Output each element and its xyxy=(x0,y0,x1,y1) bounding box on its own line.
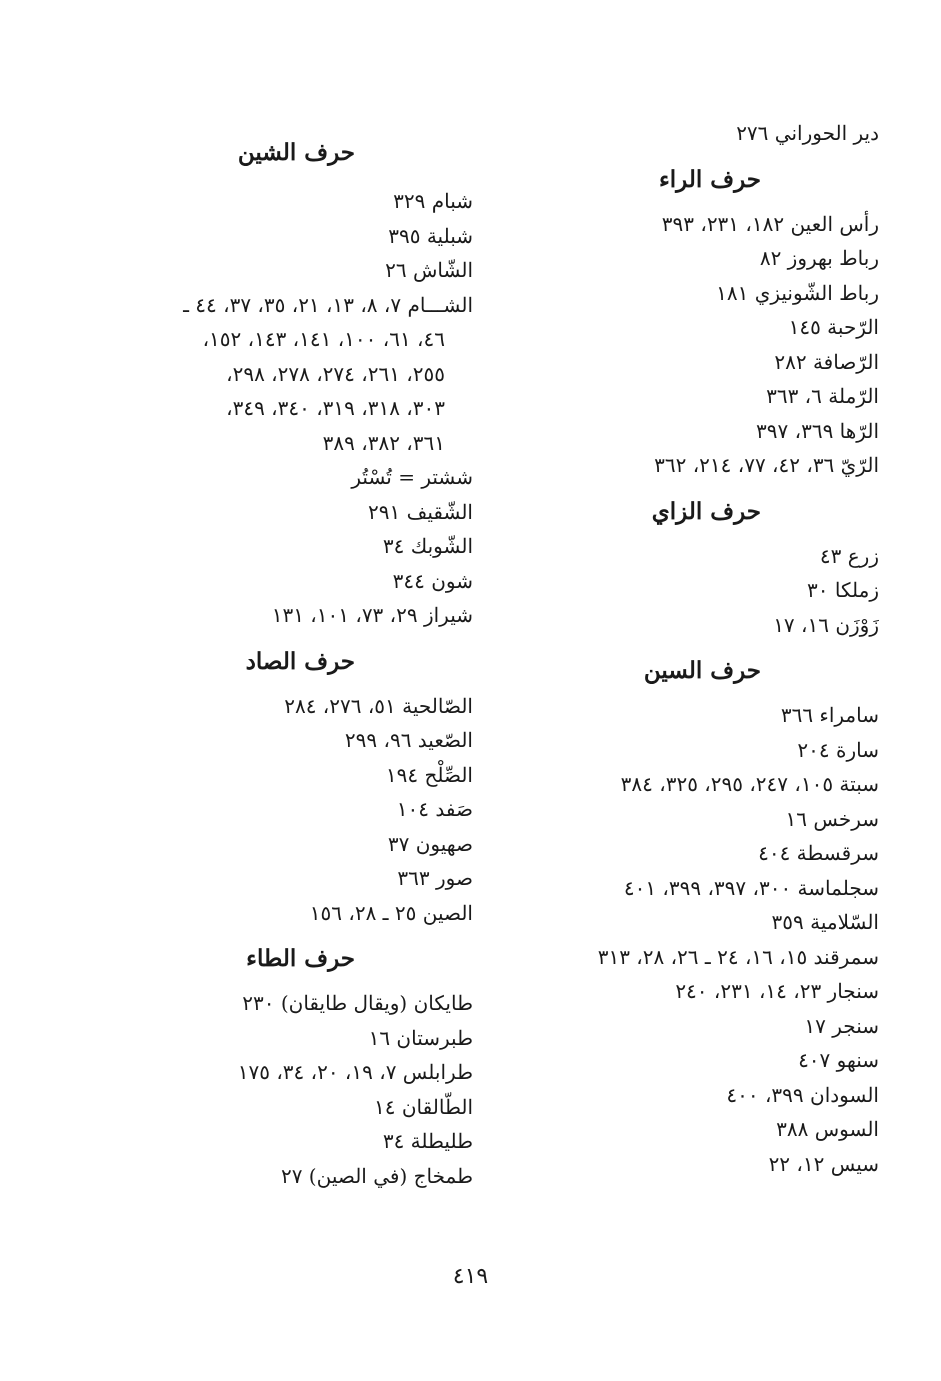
index-entry: ششتر = تُسْتُر xyxy=(351,465,473,489)
index-entry: الشـــام ٧، ٨، ١٣، ٢١، ٣٥، ٣٧، ٤٤ ـ xyxy=(183,292,473,317)
index-entry: دير الحوراني ٢٧٦ xyxy=(736,121,879,145)
index-entry: الرّها ٣٦٩، ٣٩٧ xyxy=(756,418,879,443)
index-entry: الرّملة ٦، ٣٦٣ xyxy=(766,384,879,408)
page-number: ٤١٩ xyxy=(452,1264,489,1289)
index-entry: سارة ٢٠٤ xyxy=(797,737,879,762)
index-entry: الصّعيد ٩٦، ٢٩٩ xyxy=(344,728,473,752)
index-entry: طبرستان ١٦ xyxy=(368,1025,473,1050)
index-entry: سجلماسة ٣٠٠، ٣٩٧، ٣٩٩، ٤٠١ xyxy=(623,875,879,900)
index-entry: الشّاش ٢٦ xyxy=(385,258,473,282)
index-entry: سامراء ٣٦٦ xyxy=(780,703,879,727)
index-entry: الصين ٢٥ ـ ٢٨، ١٥٦ xyxy=(309,900,473,925)
index-entry: رأس العين ١٨٢، ٢٣١، ٣٩٣ xyxy=(661,211,879,236)
index-entry: شون ٣٤٤ xyxy=(392,568,473,593)
index-entry: الرّحبة ١٤٥ xyxy=(788,315,879,339)
index-entry: سرقسطة ٤٠٤ xyxy=(758,841,879,865)
section-heading: حرف السين xyxy=(643,657,761,684)
index-entry: سبتة ١٠٥، ٢٤٧، ٢٩٥، ٣٢٥، ٣٨٤ xyxy=(620,772,879,796)
section-heading: حرف الطاء xyxy=(246,945,355,972)
index-entry: طايكان (ويقال طايقان) ٢٣٠ xyxy=(242,991,473,1015)
index-entry: طمخاج (في الصين) ٢٧ xyxy=(280,1163,473,1188)
index-column-left xyxy=(53,116,473,1193)
section-heading: حرف الصاد xyxy=(245,647,355,675)
section-heading: حرف الزاي xyxy=(651,497,761,525)
index-entry: شبام ٣٢٩ xyxy=(393,189,473,213)
index-entry-continuation: ٢٥٥، ٢٦١، ٢٧٤، ٢٧٨، ٢٩٨، xyxy=(226,361,445,386)
index-entry: سنجر ١٧ xyxy=(804,1013,879,1038)
index-entry: زَوْزَن ١٦، ١٧ xyxy=(773,612,879,637)
index-entry: صَفد ١٠٤ xyxy=(396,797,473,821)
index-entry: السوس ٣٨٨ xyxy=(776,1117,879,1141)
index-entry-continuation: ٤٦، ٦١، ١٠٠، ١٤١، ١٤٣، ١٥٢، xyxy=(202,327,445,351)
index-entry: صور ٣٦٣ xyxy=(397,866,473,890)
section-heading: حرف الشين xyxy=(237,139,355,166)
index-entry: الصّالحية ٥١، ٢٧٦، ٢٨٤ xyxy=(284,693,473,718)
index-entry: الصِّلْح ١٩٤ xyxy=(385,762,473,787)
index-entry: سمرقند ١٥، ١٦، ٢٤ ـ ٢٦، ٢٨، ٣١٣ xyxy=(597,944,879,969)
index-entry-continuation: ٣٠٣، ٣١٨، ٣١٩، ٣٤٠، ٣٤٩، xyxy=(226,396,445,420)
section-heading: حرف الراء xyxy=(658,165,761,193)
index-entry: طليطلة ٣٤ xyxy=(382,1129,473,1153)
index-entry: رباط الشّونيزي ١٨١ xyxy=(716,280,879,305)
index-entry: السودان ٣٩٩، ٤٠٠ xyxy=(726,1082,879,1107)
index-entry: سيس ١٢، ٢٢ xyxy=(768,1151,879,1176)
index-entry: الشّقيف ٢٩١ xyxy=(368,499,473,524)
index-entry: السّلامية ٣٥٩ xyxy=(771,910,879,934)
index-entry: رباط بهروز ٨٢ xyxy=(759,246,879,270)
index-entry: شبلية ٣٩٥ xyxy=(388,223,473,248)
index-entry: سنجار ٢٣، ١٤، ٢٣١، ٢٤٠ xyxy=(675,979,879,1003)
index-entry-continuation: ٣٦١، ٣٨٢، ٣٨٩ xyxy=(322,430,445,455)
index-entry: طرابلس ٧، ١٩، ٢٠، ٣٤، ١٧٥ xyxy=(237,1060,473,1084)
index-column-right xyxy=(519,116,879,1181)
index-entry: الرّيّ ٣٦، ٤٢، ٧٧، ٢١٤، ٣٦٢ xyxy=(654,453,879,477)
index-entry: الرّصافة ٢٨٢ xyxy=(774,349,879,374)
index-entry: زرع ٤٣ xyxy=(819,543,879,568)
index-entry: سرخس ١٦ xyxy=(785,806,879,831)
index-entry: صهيون ٣٧ xyxy=(387,831,473,856)
index-entry: شيراز ٢٩، ٧٣، ١٠١، ١٣١ xyxy=(271,603,473,627)
index-entry: سنهو ٤٠٧ xyxy=(798,1048,879,1072)
index-entry: زملكا ٣٠ xyxy=(807,578,879,602)
index-entry: الشّوبك ٣٤ xyxy=(382,534,473,558)
index-entry: الطّالقان ١٤ xyxy=(374,1094,473,1119)
